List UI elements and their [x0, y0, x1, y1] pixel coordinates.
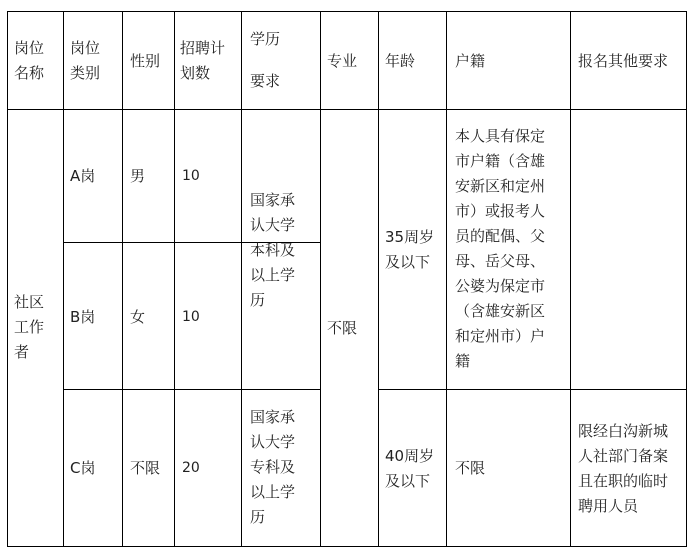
col-divider-6	[378, 11, 379, 547]
header-gender: 性别	[130, 52, 161, 70]
header-position-type: 岗位 类别	[70, 39, 101, 82]
header-household: 户籍	[455, 52, 486, 70]
education-ab-cell: 国家承 认大学 本科及 以上学 历	[250, 191, 296, 309]
table-border-bottom	[7, 546, 687, 547]
table-border-top	[7, 11, 687, 12]
household-c-cell: 不限	[455, 459, 486, 477]
education-c-cell: 国家承 认大学 专科及 以上学 历	[250, 408, 296, 526]
col-divider-2	[122, 11, 123, 547]
row-b-gender: 女	[130, 308, 146, 326]
col-divider-4	[241, 11, 242, 547]
header-position-name: 岗位 名称	[14, 39, 45, 82]
header-age: 年龄	[385, 52, 416, 70]
row-b-count: 10	[182, 309, 200, 325]
position-name-cell: 社区 工作 者	[14, 293, 45, 361]
table-border-left	[7, 11, 8, 547]
header-divider	[7, 109, 687, 110]
col-divider-5	[320, 11, 321, 547]
major-cell: 不限	[327, 319, 358, 337]
col-divider-8	[570, 11, 571, 547]
age-c-cell: 40周岁 及以下	[385, 447, 435, 490]
row-divider-b-c	[63, 389, 320, 390]
row-c-gender: 不限	[130, 459, 161, 477]
household-ab-cell: 本人具有保定 市户籍（含雄 安新区和定州 市）或报考人 员的配偶、父 母、岳父母、 公婆为保定市 （含雄安新区 和定州市）户 籍	[455, 127, 546, 370]
header-other-requirements: 报名其他要求	[578, 52, 669, 70]
row-divider-b-c-right	[378, 389, 687, 390]
col-divider-1	[63, 11, 64, 547]
row-b-type: B岗	[70, 308, 96, 326]
row-c-count: 20	[182, 460, 200, 476]
header-hiring-plan: 招聘计 划数	[180, 39, 226, 82]
row-a-gender: 男	[130, 167, 146, 185]
row-c-type: C岗	[70, 459, 96, 477]
header-major: 专业	[327, 52, 358, 70]
age-ab-cell: 35周岁 及以下	[385, 228, 435, 271]
table-border-right	[686, 11, 687, 547]
col-divider-7	[446, 11, 447, 547]
header-education: 学历 要求	[250, 30, 281, 90]
row-a-type: A岗	[70, 167, 96, 185]
row-a-count: 10	[182, 168, 200, 184]
col-divider-3	[174, 11, 175, 547]
other-requirements-c-cell: 限经白沟新城 人社部门备案 且在职的临时 聘用人员	[578, 422, 669, 515]
